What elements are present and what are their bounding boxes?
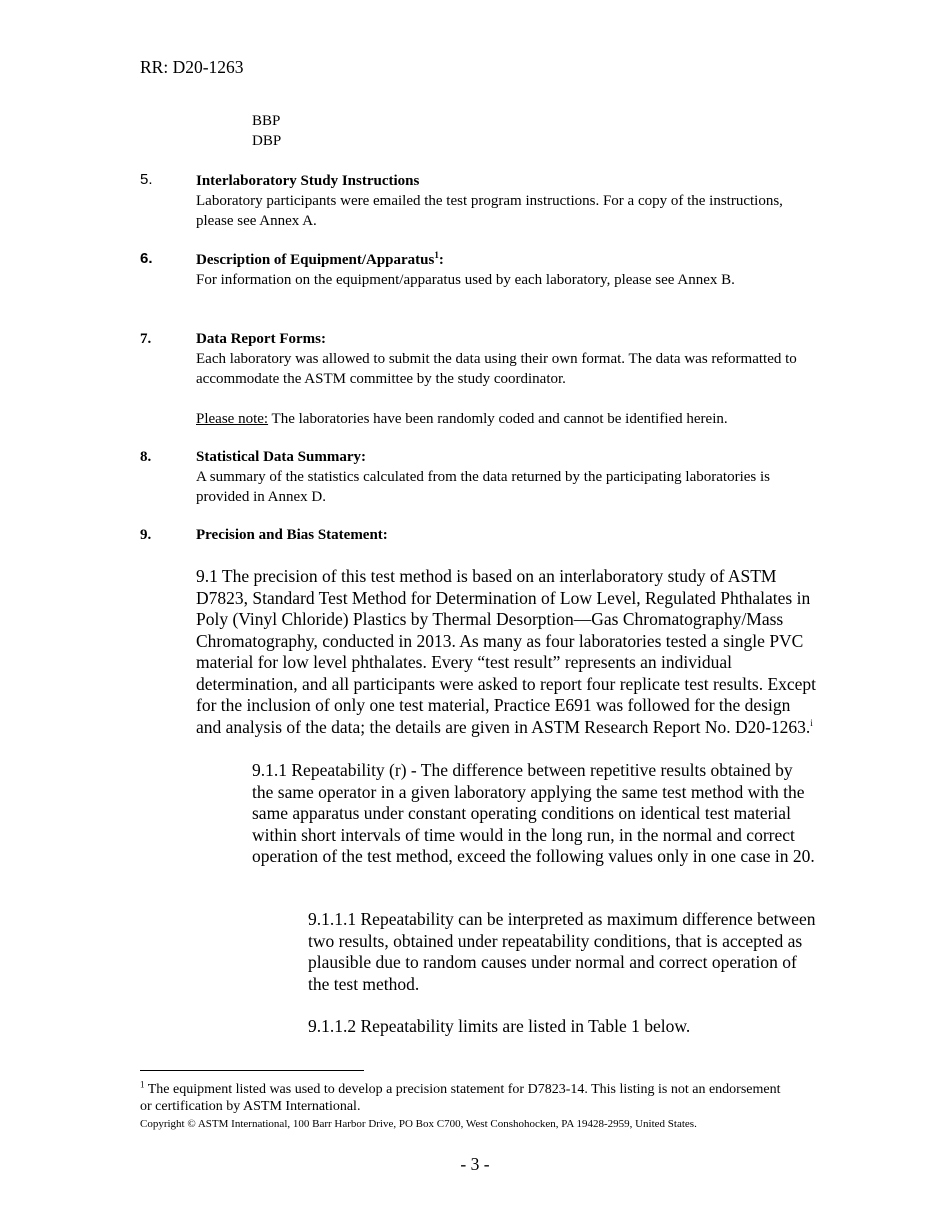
section-7-body: Each laboratory was allowed to submit the data using their own format. The data was reformatted to accommodate the ASTM committee by the study coordinator. bbox=[196, 351, 797, 387]
page-number: - 3 - bbox=[460, 1154, 490, 1174]
section-8-body: A summary of the statistics calculated from the data returned by the participating laboratories is provided in Annex D. bbox=[196, 469, 770, 505]
footnote-marker: 1 bbox=[140, 1079, 145, 1090]
paragraph-9-1-text: 9.1 The precision of this test method is based on an interlaboratory study of ASTM D7823, Standard Test Method for Determination of Low Level, Regulated Phthalates in Poly (Vinyl Chloride) Plastics by Thermal Desorption—Gas Chromatography/Mass Chromatography, conducted in 2013. As many as four laboratories tested a single PVC material for low level phthalates. Every “test result” represents an individual determination, and all participants were asked to report four replicate test results. Except for the inclusion of only one test material, Practice E691 was followed for the design and analysis of the data; the details are given in ASTM Research Report No. D20-1263. bbox=[196, 566, 817, 737]
copyright-notice: Copyright © ASTM International, 100 Barr Harbor Drive, PO Box C700, West Conshohocken, PA 19428-2959, United States. bbox=[140, 1118, 697, 1130]
section-6-number: 6. bbox=[140, 250, 153, 267]
footnote bbox=[140, 1081, 790, 1115]
paragraph-9-1-1-2: 9.1.1.2 Repeatability limits are listed in Table 1 below. bbox=[308, 1016, 691, 1036]
report-id-header: RR: D20-1263 bbox=[140, 57, 244, 77]
section-7-title: Data Report Forms: bbox=[196, 331, 326, 347]
list-item: BBP bbox=[252, 113, 281, 129]
section-6-title-line bbox=[196, 250, 816, 270]
paragraph-9-1-1-1: 9.1.1.1 Repeatability can be interpreted as maximum difference between two results, obtained under repeatability conditions, that is accepted as plausible due to random causes under normal and correct operation of the test method. bbox=[308, 909, 816, 994]
section-8-number: 8. bbox=[140, 449, 152, 465]
section-5-title: Interlaboratory Study Instructions bbox=[196, 173, 420, 189]
section-5-number: 5. bbox=[140, 171, 153, 188]
section-5-body: Laboratory participants were emailed the test program instructions. For a copy of the instructions, please see Annex A. bbox=[196, 193, 783, 229]
section-8-title: Statistical Data Summary: bbox=[196, 449, 366, 465]
section-6-title: Description of Equipment/Apparatus bbox=[196, 252, 435, 268]
section-5 bbox=[196, 171, 816, 231]
section-6 bbox=[196, 250, 816, 290]
section-6-body: For information on the equipment/apparatus used by each laboratory, please see Annex B. bbox=[196, 272, 735, 288]
list-item: DBP bbox=[252, 133, 282, 149]
paragraph-9-1-1: 9.1.1 Repeatability (r) - The difference between repetitive results obtained by the same operator in a given laboratory applying the same test method with the same apparatus under constant operating conditions on identical test material within short intervals of time would in the long run, in the normal and correct operation of the test method, exceed the following values only in one case in 20. bbox=[252, 760, 815, 866]
note-text: The laboratories have been randomly coded and cannot be identified herein. bbox=[268, 411, 728, 427]
footnote-divider bbox=[140, 1070, 364, 1071]
section-7 bbox=[196, 329, 816, 429]
section-8 bbox=[196, 447, 816, 507]
endnote-ref: i bbox=[810, 717, 813, 728]
footnote-ref: 1 bbox=[434, 250, 439, 260]
footnote-text: The equipment listed was used to develop a precision statement for D7823-14. This listing is not an endorsement or certification by ASTM International. bbox=[140, 1082, 781, 1114]
section-6-title-suffix: : bbox=[438, 252, 444, 268]
section-9-title: Precision and Bias Statement: bbox=[196, 527, 388, 543]
note-label: Please note: bbox=[196, 411, 269, 427]
section-7-number: 7. bbox=[140, 331, 152, 347]
section-9-number: 9. bbox=[140, 527, 152, 543]
paragraph-9-1 bbox=[196, 566, 818, 738]
section-7-note bbox=[196, 409, 816, 429]
